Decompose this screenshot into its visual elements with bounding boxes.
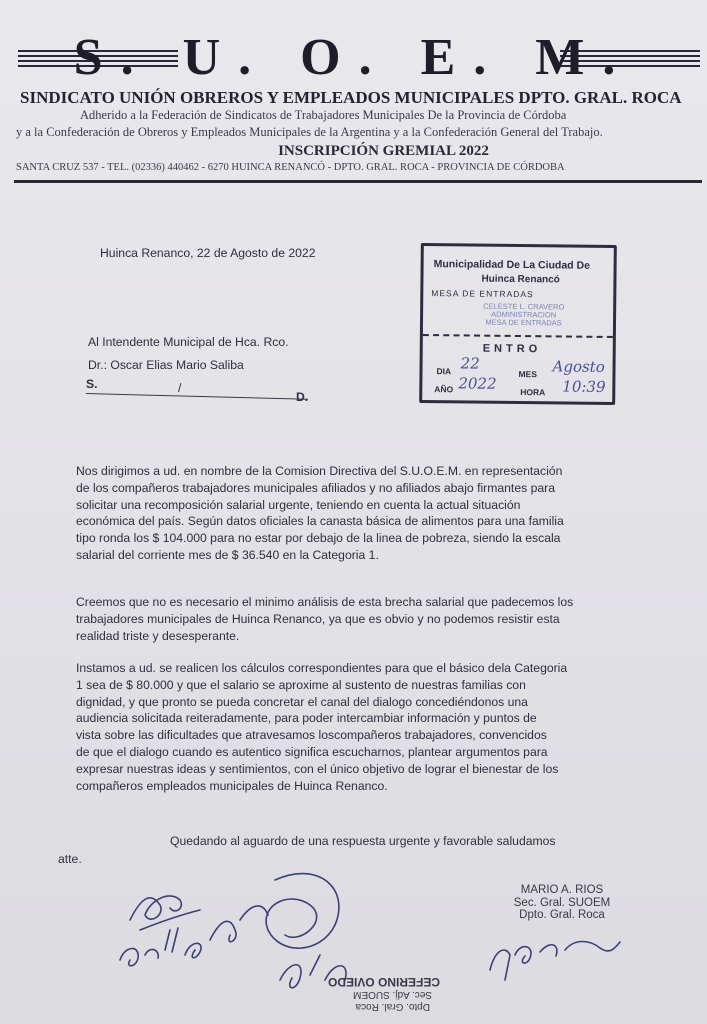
stamp-clerk-role-2: MESA DE ENTRADAS [485, 317, 562, 328]
paragraph-3-line: audiencia solicitada reiteradamente, para poder intercambiar información y puntos de [76, 711, 537, 726]
paragraph-1-line: Nos dirigimos a ud. en nombre de la Comision Directiva del S.U.O.E.M. en representación [76, 464, 563, 478]
salutation-slash: / [178, 381, 182, 395]
upside-stamp-line-1: CEFERINO OVIEDO [327, 975, 440, 989]
paragraph-2-line: realidad triste y desesperante. [76, 628, 240, 643]
signature-3-stroke [266, 874, 339, 949]
letter-date: Huinca Renanco, 22 de Agosto de 2022 [100, 246, 316, 260]
stamp-clerk-role-1: ADMINISTRACION [491, 309, 557, 320]
paragraph-1-line: económica del país. Según datos oficiales la canasta básica de alimentos para una familia [76, 514, 564, 529]
stamp-line-3: MESA DE ENTRADAS [431, 288, 534, 300]
signature-1-stroke [130, 896, 200, 930]
upside-stamp-line-2: Sec. Adj. SUOEM [353, 989, 432, 1000]
letterhead-registration: INSCRIPCIÓN GREMIAL 2022 [278, 143, 489, 159]
letterhead-acronym: S. U. O. E. M. [73, 29, 634, 86]
recipient-name: Dr.: Oscar Elias Mario Saliba [88, 358, 244, 372]
stamp-hour-value: 10:39 [562, 377, 606, 396]
signature-2-stroke [120, 906, 268, 966]
recipient-title: Al Intendente Municipal de Hca. Rco. [88, 335, 289, 349]
paragraph-1-line: solicitar una recomposición salarial urgente, teniendo en cuenta la actual situación [76, 497, 521, 512]
signer-block [502, 884, 622, 922]
paragraph-3-line: compañeros empleados municipales de Huinca Renanco. [76, 778, 388, 793]
paragraph-2-line: Creemos que no es necesario el minimo análisis de esta brecha salarial que padecemos los [76, 595, 574, 609]
stamp-day-value: 22 [460, 354, 480, 373]
salutation-d: D. [296, 390, 309, 404]
paragraph-3-line: Instamos a ud. se realicen los cálculos correspondientes para que el básico dela Categoria [76, 661, 568, 675]
paragraph-1-line: tipo ronda los $ 104.000 para no estar por debajo de la linea de pobreza, siendo la escala [76, 531, 561, 546]
letterhead-divider [14, 180, 702, 183]
salutation-s: S. [86, 377, 98, 391]
stamp-year-value: 2022 [458, 374, 497, 393]
paragraph-1 [76, 463, 636, 564]
stamp-month-label: MES [518, 369, 537, 380]
stamp-clerk-name: CELESTE L. CRAVERO [483, 301, 565, 312]
stamp-hour-label: HORA [520, 387, 546, 398]
paragraph-3-line: 1 sea de $ 80.000 y que el salario se aproxime al sustento de nuestras familias con [76, 677, 526, 692]
paragraph-3-line: de que el dialogo cuando es autentico significa escucharnos, plantear argumentos para [76, 744, 548, 759]
stamp-entry-label: ENTRO [482, 342, 542, 356]
paragraph-1-line: de los compañeros trabajadores municipales afiliados y no afiliados abajo firmantes para [76, 480, 555, 495]
stamp-separator [423, 334, 613, 338]
stamp-day-label: DIA [436, 366, 452, 377]
paragraph-3 [76, 660, 636, 794]
paragraph-1-line: salarial del corriente mes de $ 36.540 en la Categoria 1. [76, 547, 379, 562]
signature-5-stroke [490, 942, 620, 981]
stamp-line-1: Municipalidad De La Ciudad De [433, 258, 591, 272]
letterhead-affiliation-1: Adherido a la Federación de Sindicatos de Trabajadores Municipales De la Provincia de Córdoba [80, 108, 567, 122]
signer-name: MARIO A. RIOS [520, 884, 604, 896]
paragraph-2-line: trabajadores municipales de Huinca Renanco, ya que es obvio y no podemos resistir esta [76, 611, 560, 626]
closing-atte: atte. [58, 852, 82, 866]
stamp-month-value: Agosto [552, 357, 605, 376]
letterhead-union-name: SINDICATO UNIÓN OBREROS Y EMPLEADOS MUNICIPALES DPTO. GRAL. ROCA [20, 88, 682, 107]
stamp-year-label: AÑO [434, 384, 454, 395]
reception-stamp [419, 243, 617, 405]
paragraph-3-line: dignidad, y que pronto se pueda concretar el canal del dialogo concediéndonos una [76, 694, 528, 709]
paragraph-3-line: expresar nuestras ideas y sentimientos, con el único objetivo de lograr el bienestar de los [76, 761, 559, 776]
paragraph-2 [76, 594, 636, 644]
upside-stamp-line-3: Dpto. Gral. Roca [355, 1001, 430, 1012]
letterhead-address: SANTA CRUZ 537 - TEL. (02336) 440462 - 6270 HUINCA RENANCÓ - DPTO. GRAL. ROCA - PROVINCIA DE CÓRDOBA [16, 162, 565, 173]
salutation-underline [86, 393, 308, 400]
signer-role: Sec. Gral. SUOEM [513, 896, 611, 909]
signer-dept: Dpto. Gral. Roca [519, 909, 605, 921]
letterhead-affiliation-2: y a la Confederación de Obreros y Empleados Municipales de la Argentina y a la Confederación General del Trabajo. [16, 125, 603, 139]
stamp-line-2: Huinca Renancó [481, 273, 560, 286]
stamp-clerk [483, 303, 564, 328]
paragraph-3-line: vista sobre las dificultades que atravesamos loscompañeros trabajadores, convencidos [76, 728, 547, 743]
closing-line: Quedando al aguardo de una respuesta urgente y favorable saludamos [170, 834, 556, 848]
